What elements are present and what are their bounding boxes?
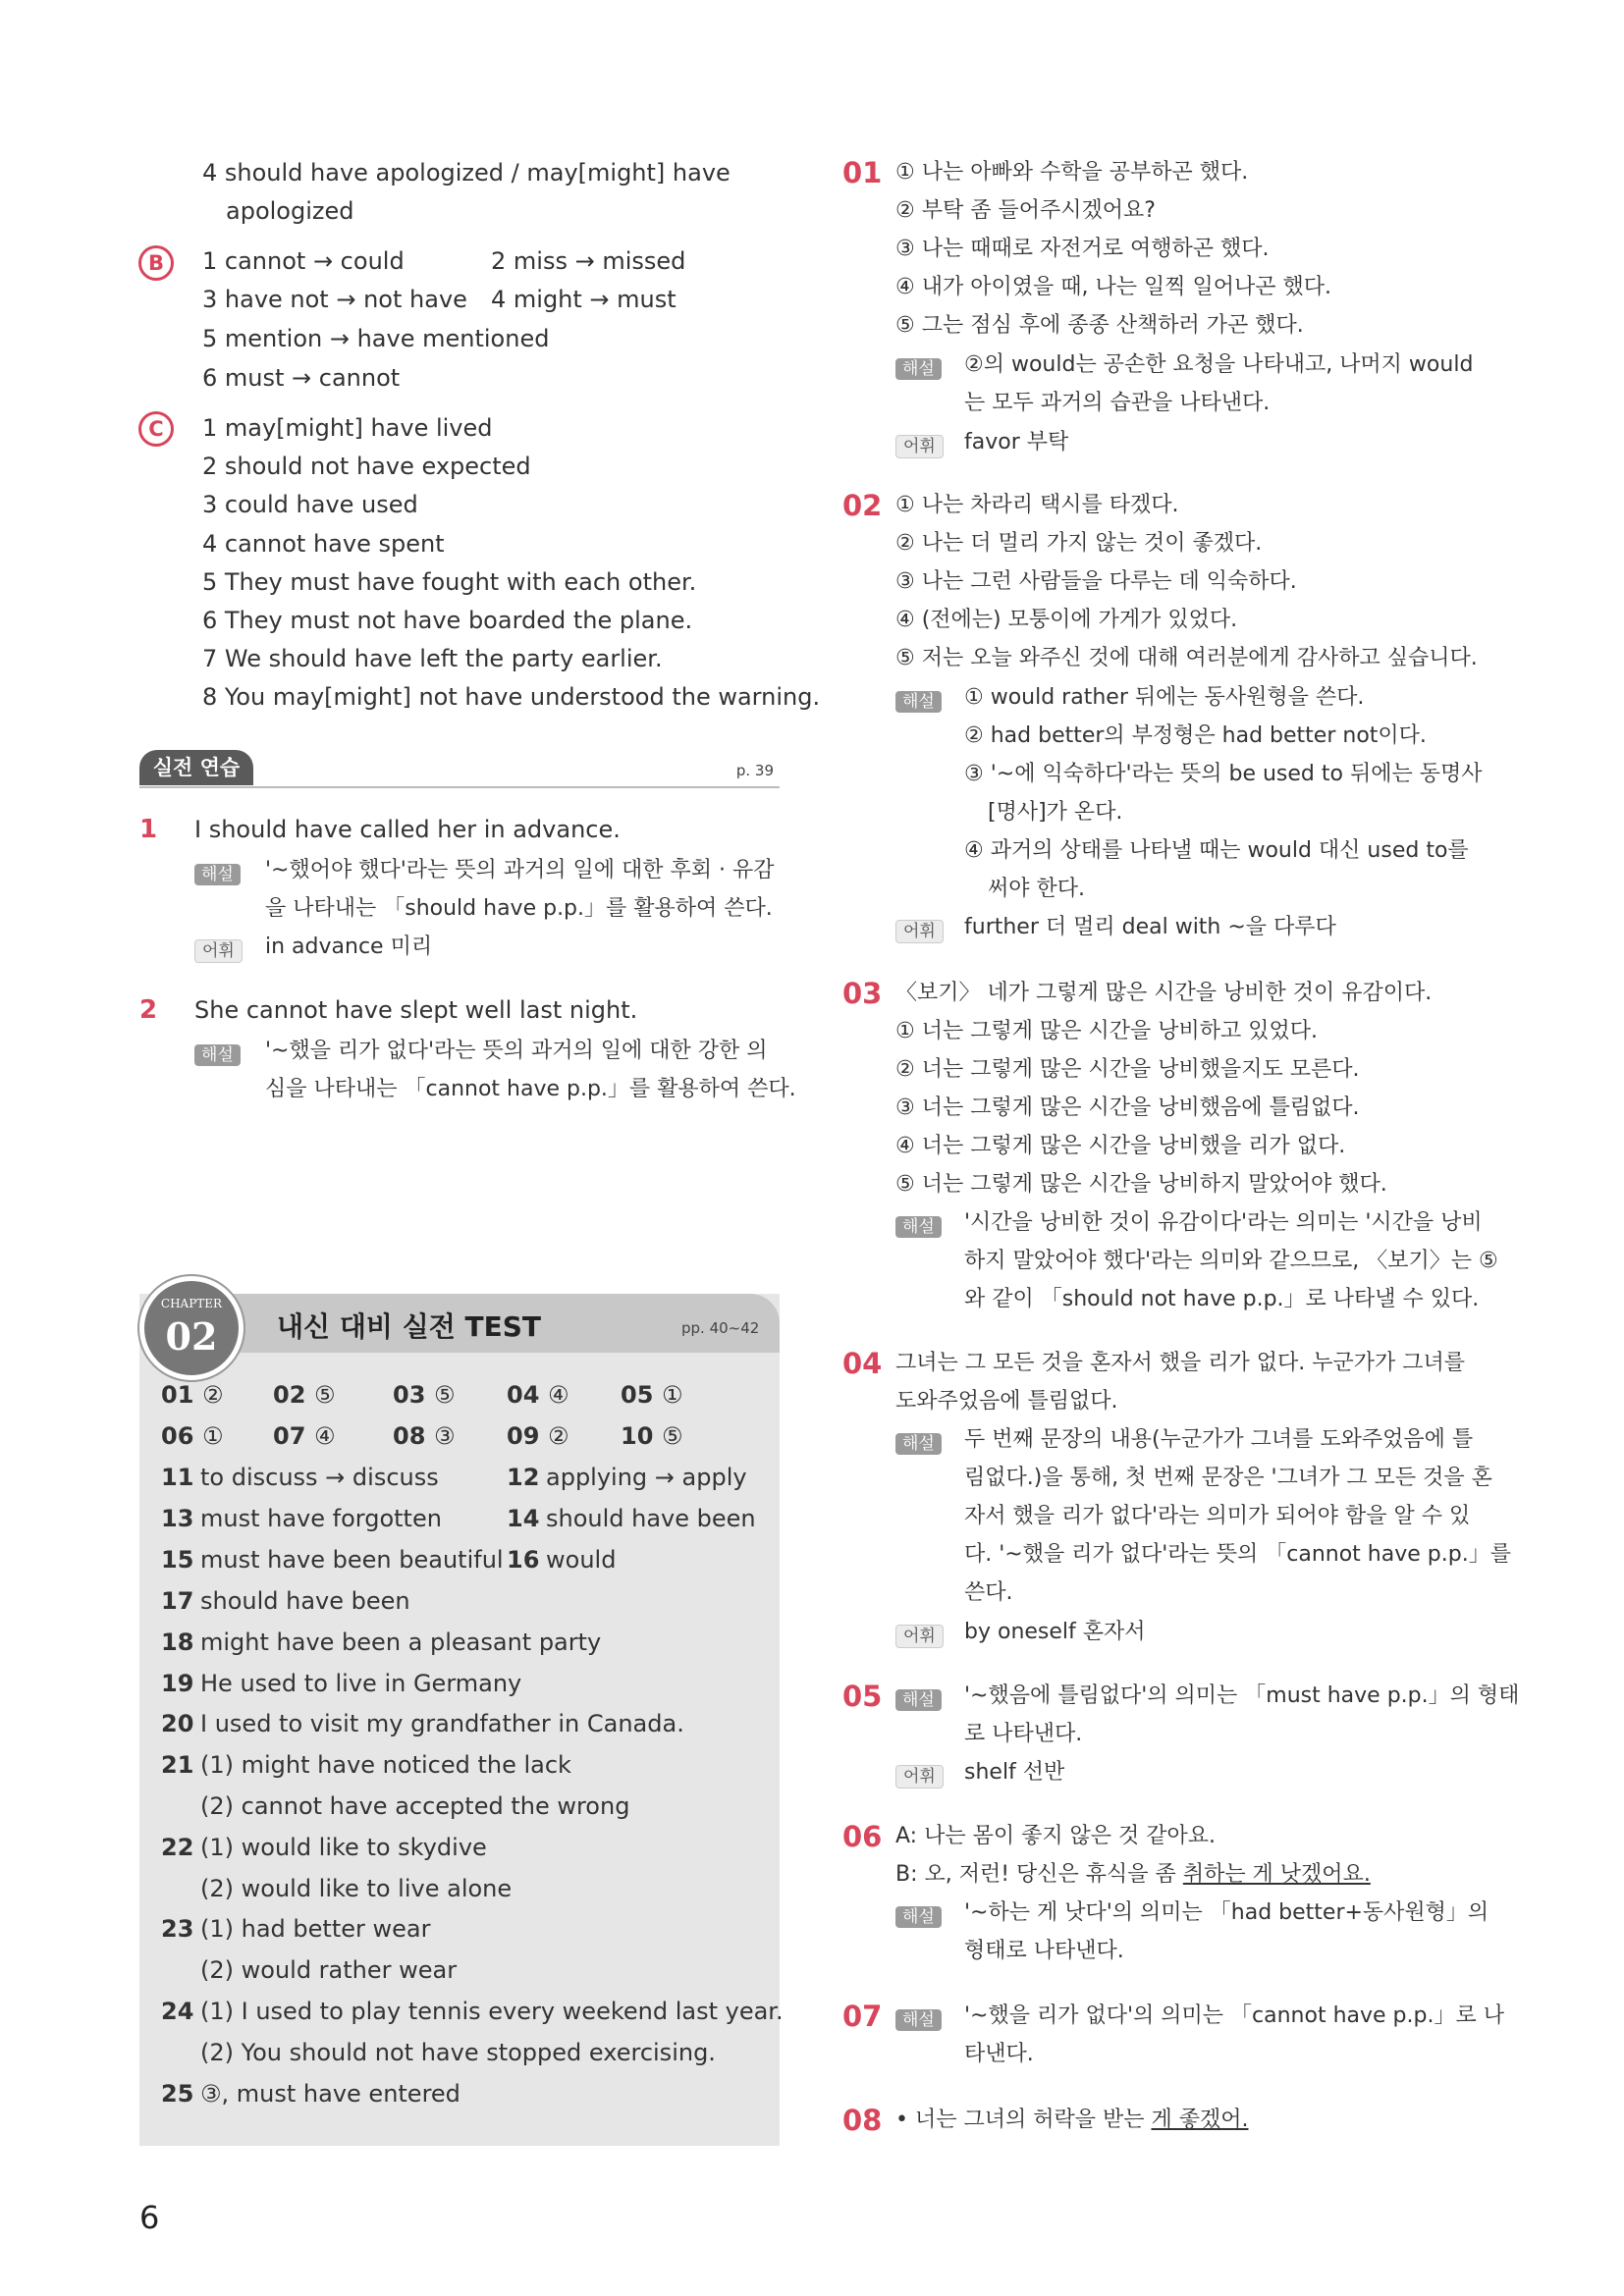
sentence-line: 도와주었음에 틀림없다. xyxy=(895,1389,1118,1414)
test-answer-num: 17 xyxy=(161,1587,194,1615)
dialogue-line-b xyxy=(895,1860,1371,1890)
explanation-line: ②의 would는 공손한 요청을 나타내고, 나머지 would xyxy=(964,352,1474,377)
question-number: 03 xyxy=(842,977,883,1010)
option-line: ② 부탁 좀 들어주시겠어요? xyxy=(895,198,1156,223)
question-number: 04 xyxy=(842,1347,883,1380)
dialogue-line-b-text: B: 오, 저런! 당신은 휴식을 좀 xyxy=(895,1862,1183,1887)
explanation-line: ③ '~에 익숙하다'라는 뜻의 be used to 뒤에는 동명사 xyxy=(964,762,1483,786)
vocabulary-tag: 어휘 xyxy=(895,435,944,458)
practice-header xyxy=(139,750,780,789)
practice-q1-exp-line2: 을 나타내는 「should have p.p.」를 활용하여 쓴다. xyxy=(265,896,773,921)
explanation-tag-wrap xyxy=(895,1902,942,1930)
option-line: ② 나는 더 멀리 가지 않는 것이 좋겠다. xyxy=(895,531,1263,556)
explanation-line: '~했음에 틀림없다'의 의미는 「must have p.p.」의 형태 xyxy=(964,1683,1520,1708)
test-answer-num: 08 xyxy=(393,1422,426,1450)
explanation-line: 로 나타낸다. xyxy=(964,1722,1083,1746)
explanation-line: 와 같이 「should not have p.p.」로 나타낼 수 있다. xyxy=(964,1287,1480,1311)
test-answer-value: ② xyxy=(202,1381,224,1409)
test-answer-num: 09 xyxy=(507,1422,540,1450)
item4-line2: apologized xyxy=(226,197,354,225)
test-answer-value: (1) had better wear xyxy=(200,1915,431,1944)
practice-q2-exp-line1: '~했을 리가 없다'라는 뜻의 과거의 일에 대한 강한 의 xyxy=(265,1039,768,1063)
c-item3: 3 could have used xyxy=(202,491,418,518)
section-c-badge: C xyxy=(138,411,174,447)
c-item1: 1 may[might] have lived xyxy=(202,414,493,442)
option-line: ① 나는 차라리 택시를 타겠다. xyxy=(895,493,1179,517)
section-b-badge: B xyxy=(138,245,174,281)
practice-q1-exp-line1: '~했어야 했다'라는 뜻의 과거의 일에 대한 후회 · 유감 xyxy=(265,858,775,882)
sentence-line: 그녀는 그 모든 것을 혼자서 했을 리가 없다. 누군가가 그녀를 xyxy=(895,1351,1465,1375)
option-line: ④ 내가 아이였을 때, 나는 일찍 일어나곤 했다. xyxy=(895,275,1331,299)
test-answer-num: 16 xyxy=(507,1546,540,1574)
explanation-tag: 해설 xyxy=(895,1216,942,1238)
question-number: 02 xyxy=(842,489,883,522)
c-item5: 5 They must have fought with each other. xyxy=(202,568,697,596)
b-row4-left: 6 must → cannot xyxy=(202,364,401,392)
test-answer-value: (1) I used to play tennis every weekend last year. xyxy=(200,1998,784,2025)
vocabulary-line: favor 부탁 xyxy=(964,430,1069,454)
option-line: ④ (전에는) 모퉁이에 가게가 있었다. xyxy=(895,608,1238,632)
test-answer-value: He used to live in Germany xyxy=(200,1669,522,1697)
test-answer-value: to discuss → discuss xyxy=(200,1464,439,1491)
explanation-tag-wrap xyxy=(895,1429,942,1457)
test-answer-value: would xyxy=(546,1546,617,1574)
option-line: ④ 너는 그렇게 많은 시간을 낭비했을 리가 없다. xyxy=(895,1134,1346,1158)
test-pages: pp. 40~42 xyxy=(681,1319,760,1337)
chapter-circle xyxy=(139,1276,244,1380)
practice-page: p. 39 xyxy=(735,762,774,779)
c-item6: 6 They must not have boarded the plane. xyxy=(202,607,693,634)
practice-q1-voc-tag xyxy=(194,936,243,964)
practice-q2-exp-tag xyxy=(194,1041,241,1068)
test-answer-value: (2) cannot have accepted the wrong xyxy=(200,1792,630,1820)
page-number: 6 xyxy=(139,2199,160,2236)
option-line: ③ 나는 때때로 자전거로 여행하곤 했다. xyxy=(895,237,1270,261)
c-item2: 2 should not have expected xyxy=(202,453,531,480)
c-item4: 4 cannot have spent xyxy=(202,530,445,558)
vocabulary-line: further 더 멀리 deal with ~을 다루다 xyxy=(964,915,1336,939)
explanation-line: 두 번째 문장의 내용(누군가가 그녀를 도와주었음에 틀 xyxy=(964,1427,1474,1452)
test-answer-value: applying → apply xyxy=(546,1464,747,1491)
test-answer-value: ① xyxy=(202,1422,224,1450)
option-line: ① 나는 아빠와 수학을 공부하곤 했다. xyxy=(895,160,1249,185)
question-number: 06 xyxy=(842,1820,883,1853)
dialogue-line-a: A: 나는 몸이 좋지 않은 것 같아요. xyxy=(895,1824,1217,1848)
q08-line-underlined: 게 좋겠어. xyxy=(1151,2108,1249,2132)
vocabulary-line: shelf 선반 xyxy=(964,1760,1065,1785)
c-item8: 8 You may[might] not have understood the warning. xyxy=(202,683,821,711)
practice-q1-exp-tag xyxy=(194,860,241,887)
b-row2-right: 4 might → must xyxy=(491,286,677,313)
explanation-line: ① would rather 뒤에는 동사원형을 쓴다. xyxy=(964,685,1365,710)
question-number: 08 xyxy=(842,2104,883,2137)
option-line: ③ 나는 그런 사람들을 다루는 데 익숙하다. xyxy=(895,569,1297,594)
practice-q2-answer: She cannot have slept well last night. xyxy=(194,996,638,1024)
test-answer-value: ③, must have entered xyxy=(200,2079,460,2108)
test-answer-num: 01 xyxy=(161,1381,194,1409)
test-answer-num: 18 xyxy=(161,1628,194,1656)
test-answer-value: should have been xyxy=(200,1587,410,1615)
test-answer-num: 19 xyxy=(161,1669,194,1697)
explanation-tag: 해설 xyxy=(194,864,241,885)
test-answer-value: ⑤ xyxy=(314,1381,336,1409)
test-answer-num: 24 xyxy=(161,1998,194,2025)
vocabulary-tag-wrap xyxy=(895,1622,944,1649)
explanation-line: 형태로 나타낸다. xyxy=(964,1939,1124,1963)
test-title: 내신 대비 실전 TEST xyxy=(277,1310,542,1343)
test-answer-num: 25 xyxy=(161,2079,194,2108)
practice-q1-answer: I should have called her in advance. xyxy=(194,816,621,843)
b-row1-right: 2 miss → missed xyxy=(491,247,686,275)
explanation-line: '시간을 낭비한 것이 유감이다'라는 의미는 '시간을 낭비 xyxy=(964,1210,1483,1235)
explanation-tag: 해설 xyxy=(895,1906,942,1928)
explanation-tag-wrap xyxy=(895,1212,942,1240)
test-answer-num: 15 xyxy=(161,1546,194,1574)
test-answer-num: 10 xyxy=(621,1422,654,1450)
test-answer-value: ① xyxy=(662,1381,683,1409)
explanation-tag: 해설 xyxy=(895,1433,942,1455)
explanation-line: 다. '~했을 리가 없다'라는 뜻의 「cannot have p.p.」를 xyxy=(964,1542,1511,1567)
test-answer-value: ② xyxy=(548,1422,569,1450)
test-answer-value: must have been beautiful xyxy=(200,1546,504,1574)
item4-line1: 4 should have apologized / may[might] have xyxy=(202,159,731,187)
test-answer-num: 14 xyxy=(507,1505,540,1532)
vocabulary-tag: 어휘 xyxy=(194,939,243,963)
question-number: 07 xyxy=(842,2000,883,2033)
test-answer-value: should have been xyxy=(546,1505,756,1532)
test-answer-num: 04 xyxy=(507,1381,540,1409)
explanation-tag: 해설 xyxy=(194,1044,241,1066)
option-line: ⑤ 너는 그렇게 많은 시간을 낭비하지 말았어야 했다. xyxy=(895,1172,1387,1197)
explanation-line: ② had better의 부정형은 had better not이다. xyxy=(964,723,1427,748)
chapter-number: 02 xyxy=(165,1314,218,1359)
option-line: ③ 너는 그렇게 많은 시간을 낭비했음에 틀림없다. xyxy=(895,1095,1360,1120)
vocabulary-tag-wrap xyxy=(895,917,944,944)
explanation-line: 써야 한다. xyxy=(988,877,1085,901)
vocabulary-tag-wrap xyxy=(895,1762,944,1789)
test-answer-value: (2) would rather wear xyxy=(200,1956,458,1985)
explanation-line: '~했을 리가 없다'의 의미는 「cannot have p.p.」로 나 xyxy=(964,2003,1504,2028)
test-answer-value: ③ xyxy=(434,1422,456,1450)
test-answer-num: 21 xyxy=(161,1751,194,1780)
question-number: 05 xyxy=(842,1680,883,1713)
c-item7: 7 We should have left the party earlier. xyxy=(202,645,663,672)
q08-line xyxy=(895,2106,1248,2135)
explanation-tag-wrap xyxy=(895,1685,942,1713)
q08-line-text: • 너는 그녀의 허락을 받는 xyxy=(895,2108,1152,2132)
practice-q2-num: 2 xyxy=(139,995,158,1025)
test-answer-value: (1) might have noticed the lack xyxy=(200,1751,571,1780)
vocabulary-tag-wrap xyxy=(895,432,944,459)
test-answer-num: 03 xyxy=(393,1381,426,1409)
practice-title: 실전 연습 xyxy=(139,750,253,785)
b-row1-left: 1 cannot → could xyxy=(202,247,405,275)
test-answer-num: 06 xyxy=(161,1422,194,1450)
vocabulary-line: by oneself 혼자서 xyxy=(964,1620,1146,1644)
explanation-tag: 해설 xyxy=(895,2009,942,2031)
test-answer-num: 02 xyxy=(273,1381,306,1409)
explanation-line: 림없다.)을 통해, 첫 번째 문장은 '그녀가 그 모든 것을 혼 xyxy=(964,1466,1492,1490)
test-answer-num: 20 xyxy=(161,1710,194,1738)
practice-q1-num: 1 xyxy=(139,815,158,844)
test-answer-value: (1) would like to skydive xyxy=(200,1833,487,1861)
test-answer-value: ⑤ xyxy=(662,1422,683,1450)
test-answer-num: 22 xyxy=(161,1833,194,1861)
practice-q2-exp-line2: 심을 나타내는 「cannot have p.p.」를 활용하여 쓴다. xyxy=(265,1077,796,1101)
test-answer-value: might have been a pleasant party xyxy=(200,1628,602,1656)
explanation-line: ④ 과거의 상태를 나타낼 때는 would 대신 used to를 xyxy=(964,838,1469,863)
option-line: ① 너는 그렇게 많은 시간을 낭비하고 있었다. xyxy=(895,1019,1318,1043)
dialogue-line-b-underlined: 취하는 게 낫겠어요. xyxy=(1182,1862,1371,1887)
explanation-line: 하지 말았어야 했다'라는 의미와 같으므로, 〈보기〉는 ⑤ xyxy=(964,1249,1498,1273)
option-line: ⑤ 저는 오늘 와주신 것에 대해 여러분에게 감사하고 싶습니다. xyxy=(895,646,1478,670)
chapter-label: CHAPTER xyxy=(160,1297,223,1310)
test-answer-value: (2) You should not have stopped exercising. xyxy=(200,2038,716,2066)
test-answer-value: ④ xyxy=(314,1422,336,1450)
option-line: ② 너는 그렇게 많은 시간을 낭비했을지도 모른다. xyxy=(895,1057,1360,1082)
test-answer-num: 11 xyxy=(161,1464,194,1491)
explanation-line: [명사]가 온다. xyxy=(988,800,1123,825)
explanation-line: 타낸다. xyxy=(964,2042,1034,2066)
test-answer-num: 12 xyxy=(507,1464,540,1491)
test-answer-value: must have forgotten xyxy=(200,1505,442,1532)
explanation-line: 는 모두 과거의 습관을 나타낸다. xyxy=(964,391,1271,415)
b-row2-left: 3 have not → not have xyxy=(202,286,467,313)
vocabulary-tag: 어휘 xyxy=(895,1765,944,1789)
explanation-line: 쓴다. xyxy=(964,1580,1013,1605)
test-answer-num: 07 xyxy=(273,1422,306,1450)
option-line: ⑤ 그는 점심 후에 종종 산책하러 가곤 했다. xyxy=(895,313,1304,338)
test-answer-value: ⑤ xyxy=(434,1381,456,1409)
test-answer-value: I used to visit my grandfather in Canada. xyxy=(200,1710,684,1738)
test-answer-num: 23 xyxy=(161,1915,194,1944)
explanation-tag-wrap xyxy=(895,354,942,382)
explanation-tag-wrap xyxy=(895,2005,942,2033)
test-answer-value: ④ xyxy=(548,1381,569,1409)
explanation-line: '~하는 게 낫다'의 의미는 「had better+동사원형」의 xyxy=(964,1900,1489,1925)
explanation-tag: 해설 xyxy=(895,691,942,713)
test-answer-num: 13 xyxy=(161,1505,194,1532)
test-answer-value: (2) would like to live alone xyxy=(200,1874,513,1902)
explanation-tag: 해설 xyxy=(895,358,942,380)
practice-q1-voc: in advance 미리 xyxy=(265,934,433,959)
explanation-tag-wrap xyxy=(895,687,942,715)
question-number: 01 xyxy=(842,156,883,189)
explanation-line: 자서 했을 리가 없다'라는 의미가 되어야 함을 알 수 있 xyxy=(964,1504,1471,1528)
practice-rule xyxy=(139,786,780,788)
vocabulary-tag: 어휘 xyxy=(895,1625,944,1648)
b-row3-left: 5 mention → have mentioned xyxy=(202,325,550,352)
vocabulary-tag: 어휘 xyxy=(895,920,944,943)
option-line: 〈보기〉 네가 그렇게 많은 시간을 낭비한 것이 유감이다. xyxy=(895,981,1433,1005)
test-answer-num: 05 xyxy=(621,1381,654,1409)
explanation-tag: 해설 xyxy=(895,1689,942,1711)
